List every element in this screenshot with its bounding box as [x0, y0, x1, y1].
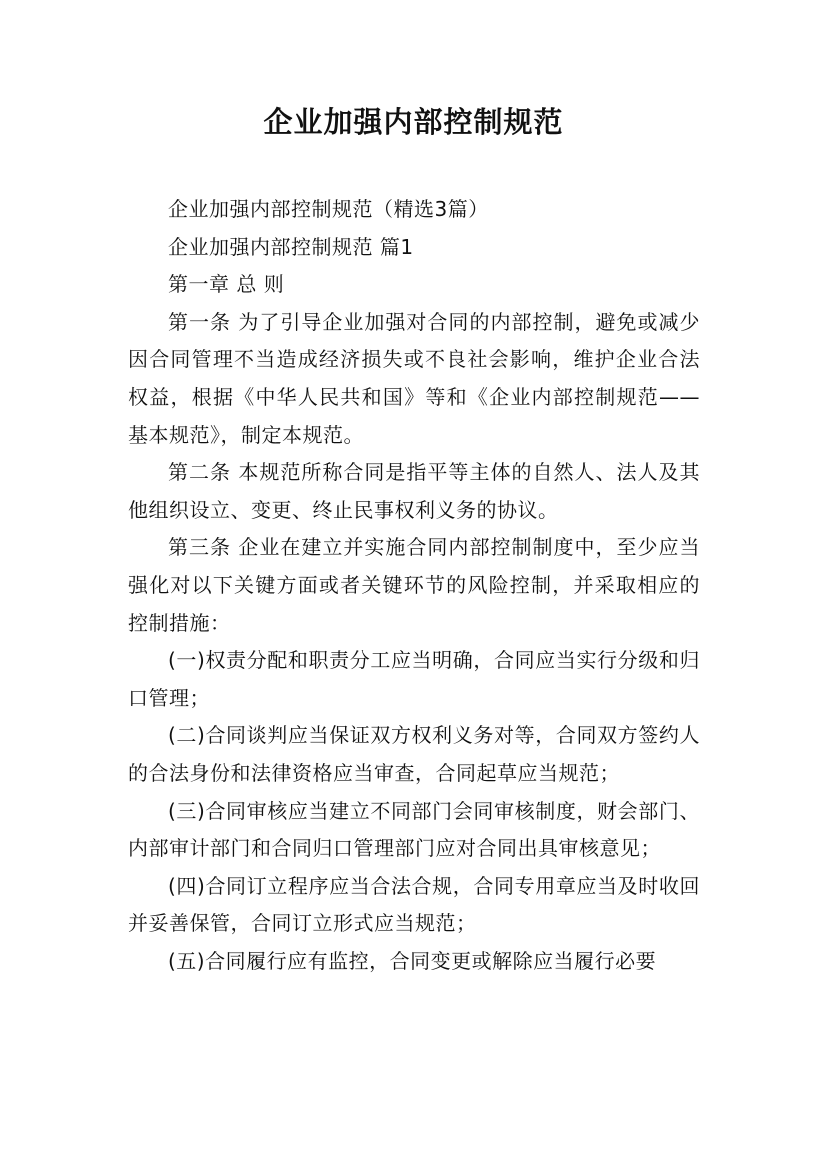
document-title: 企业加强内部控制规范	[263, 105, 564, 139]
list-item-2: (二)合同谈判应当保证双方权利义务对等，合同双方签约人的合法身份和法律资格应当审查，合同起草应当规范；	[128, 723, 700, 785]
intro-heading: 企业加强内部控制规范（精选3篇）	[168, 197, 489, 221]
clause-1: 第一条 为了引导企业加强对合同的内部控制，避免或减少因合同管理不当造成经济损失或不良社会影响，维护企业合法权益，根据《中华人民共和国》等和《企业内部控制规范——基本规范》，制定本规范。	[128, 309, 700, 447]
list-item-5: (五)合同履行应有监控，合同变更或解除应当履行必要	[168, 948, 657, 973]
chapter-heading: 第一章 总 则	[168, 272, 285, 297]
list-item-4: (四)合同订立程序应当合法合规，合同专用章应当及时收回并妥善保管，合同订立形式应当规范；	[128, 873, 700, 936]
article-heading: 企业加强内部控制规范 篇1	[168, 234, 414, 259]
document-body	[128, 191, 700, 980]
clause-2: 第二条 本规范所称合同是指平等主体的自然人、法人及其他组织设立、变更、终止民事权利义务的协议。	[128, 460, 700, 522]
clause-3: 第三条 企业在建立并实施合同内部控制制度中，至少应当强化对以下关键方面或者关键环节的风险控制，并采取相应的控制措施：	[128, 535, 700, 635]
list-item-3: (三)合同审核应当建立不同部门会同审核制度，财会部门、内部审计部门和合同归口管理部门应对合同出具审核意见；	[128, 798, 700, 861]
list-item-1: (一)权责分配和职责分工应当明确，合同应当实行分级和归口管理；	[128, 648, 700, 710]
